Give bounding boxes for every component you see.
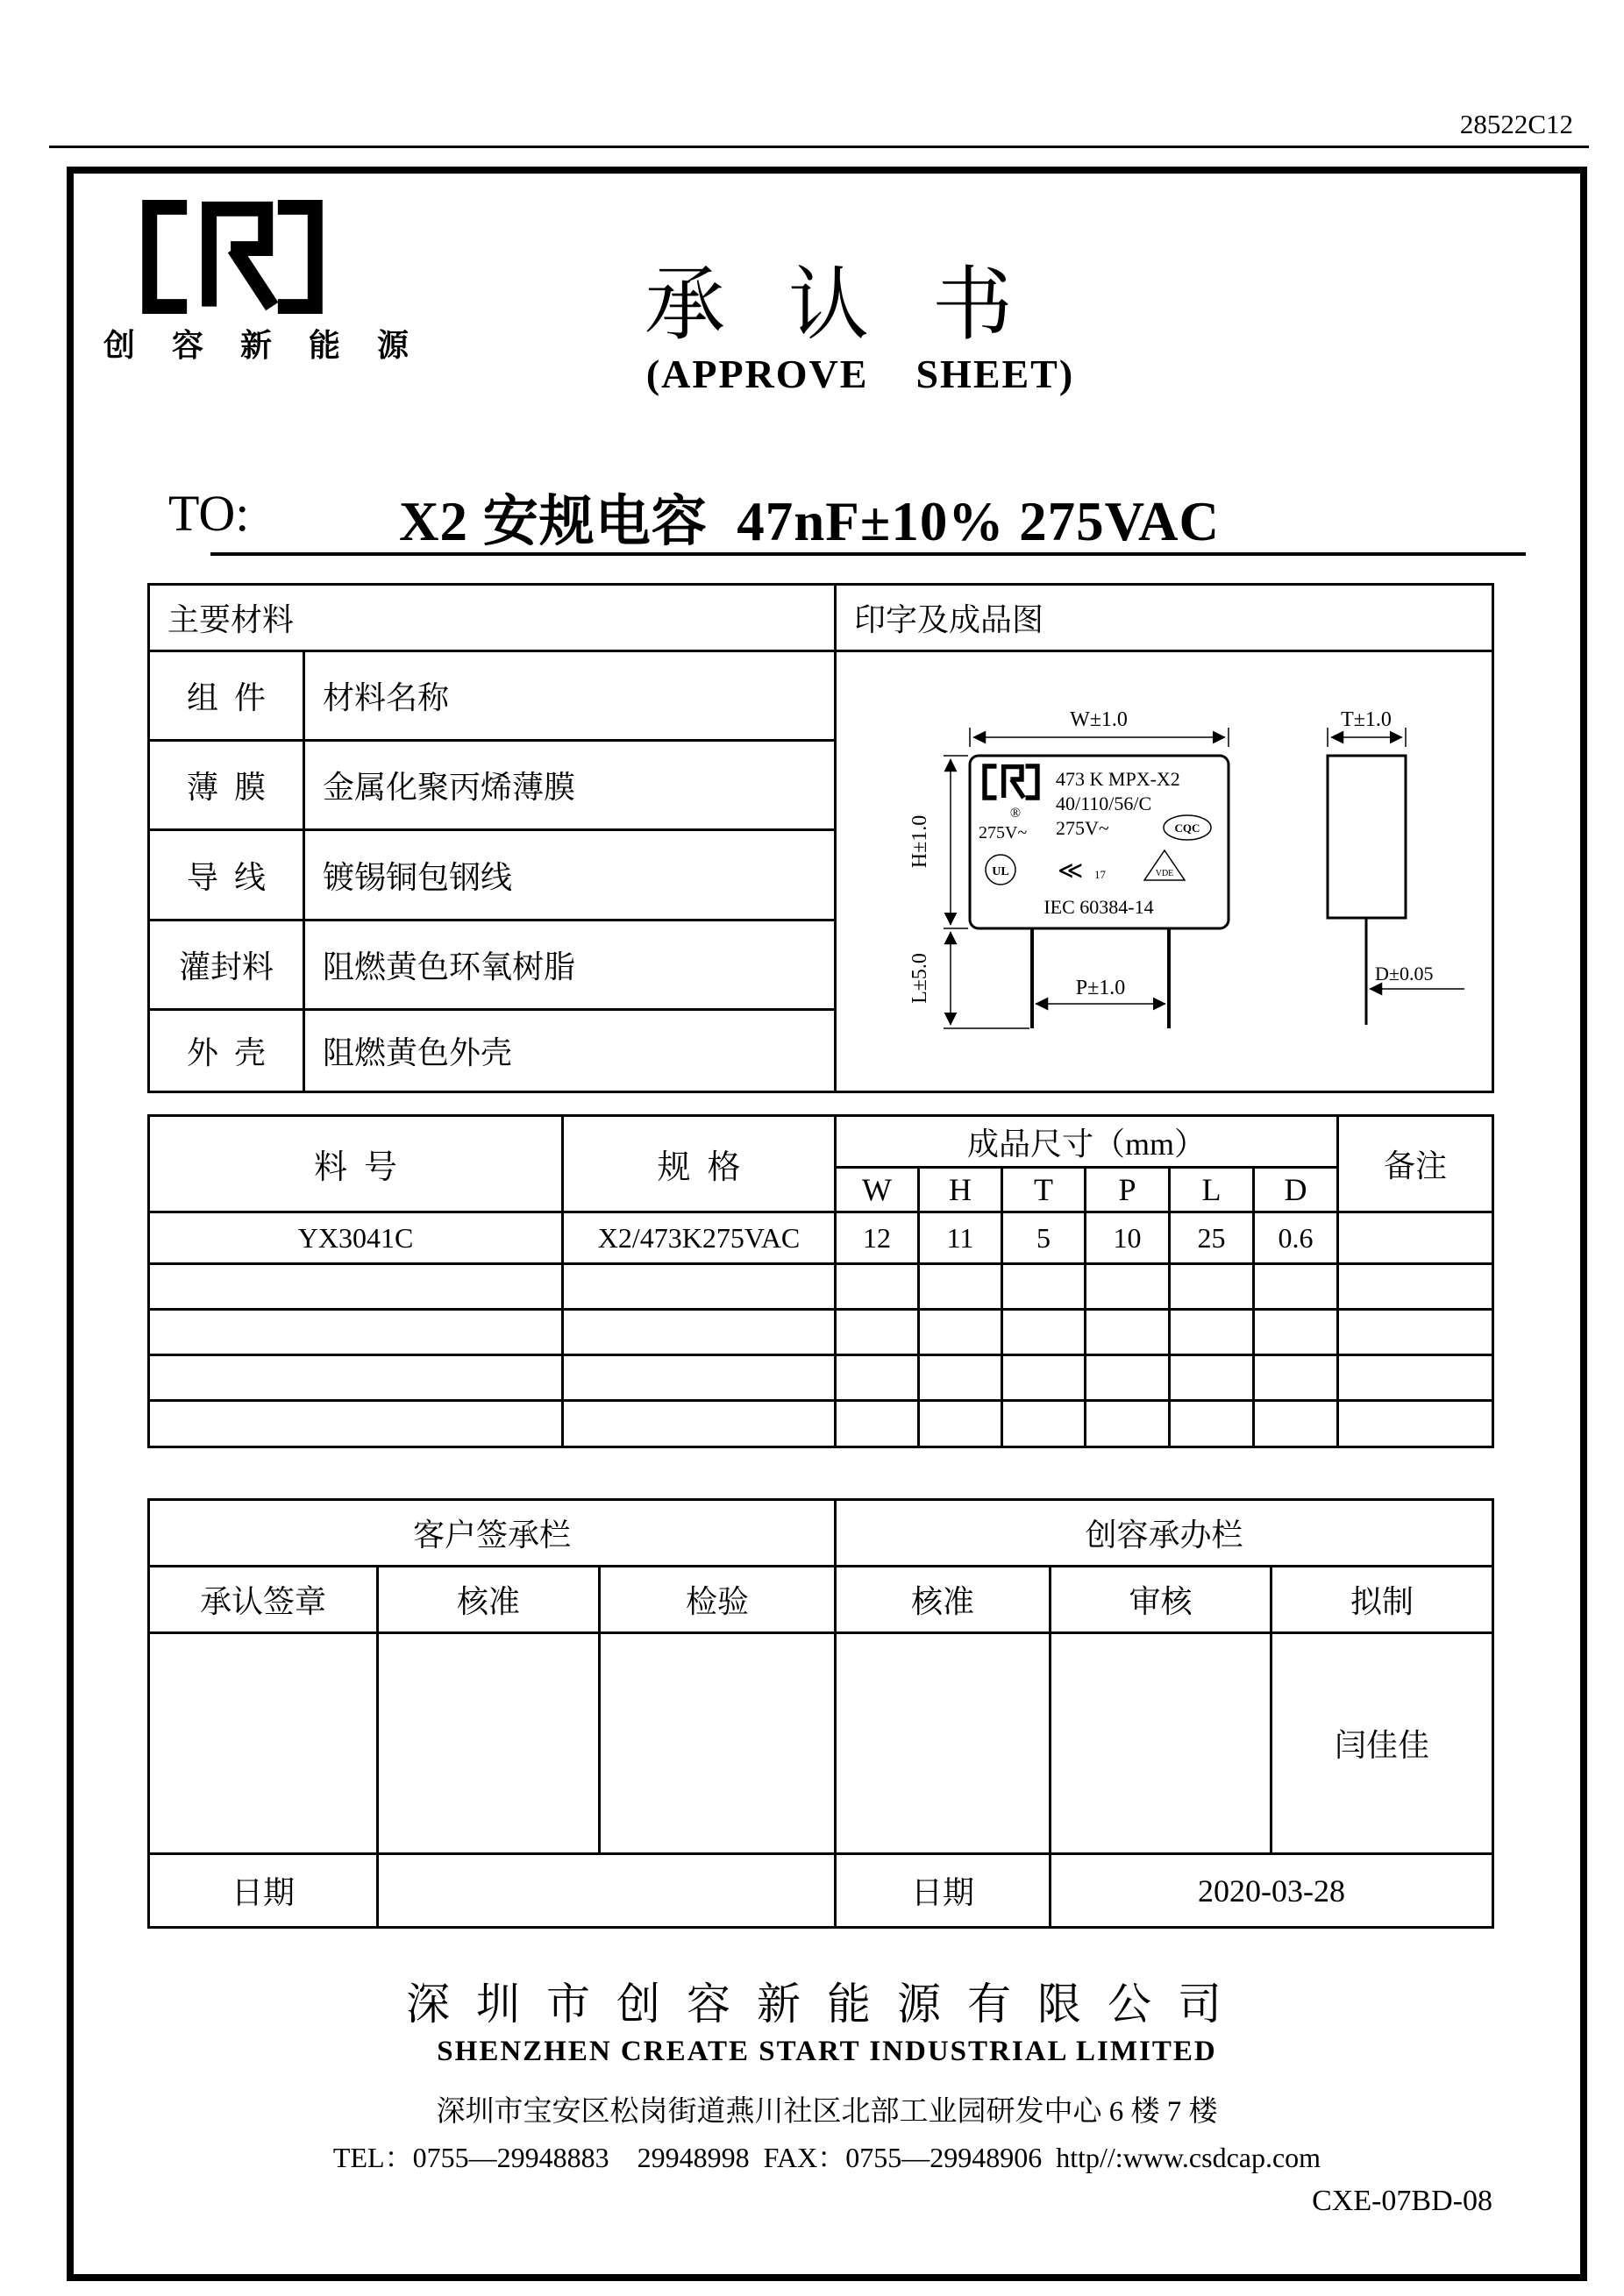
table-row — [149, 1310, 1493, 1355]
col-draft: 拟制 — [1271, 1567, 1493, 1633]
table-row — [149, 1355, 1493, 1401]
cqc-mark-text: CQC — [1174, 821, 1200, 835]
col-specification: 规 格 — [563, 1116, 836, 1212]
sign-cell-approve-seal — [149, 1633, 378, 1854]
material-label: 外 壳 — [149, 1009, 304, 1091]
footer-contact: TEL：0755—29948883 29948998 FAX：0755—29948906 http//:www.csdcap.com — [332, 2142, 1321, 2173]
document-number: 28522C12 — [1459, 109, 1573, 139]
col-remark: 备注 — [1338, 1116, 1493, 1212]
company-date-value: 2020-03-28 — [1051, 1854, 1493, 1928]
to-underline — [210, 552, 1526, 556]
dim-w-label: W±1.0 — [1070, 708, 1128, 731]
material-value: 阻燃黄色环氧树脂 — [304, 920, 836, 1009]
material-label: 组 件 — [149, 651, 304, 741]
size-l: 25 — [1170, 1212, 1254, 1264]
size-col-l: L — [1170, 1168, 1254, 1212]
enec-mark-number: 17 — [1094, 868, 1107, 881]
company-date-label: 日期 — [836, 1854, 1051, 1928]
size-col-w: W — [836, 1168, 919, 1212]
page-title-cn: 承认书 — [644, 260, 1076, 350]
col-customer-approve: 核准 — [378, 1567, 600, 1633]
capacitor-diagram — [837, 652, 1489, 1083]
materials-header: 主要材料 — [149, 585, 836, 651]
materials-table — [147, 583, 1494, 1093]
col-inspection: 检验 — [600, 1567, 836, 1633]
customer-sign-header: 客户签承栏 — [149, 1500, 836, 1567]
capacitor-side-view — [1328, 756, 1406, 918]
mini-logo-icon — [985, 766, 1037, 798]
company-sign-header: 创容承办栏 — [836, 1500, 1493, 1567]
size-p: 10 — [1086, 1212, 1170, 1264]
footer-address: 深圳市宝安区松岗街道燕川社区北部工业园研发中心 6 楼 7 楼 — [436, 2096, 1218, 2128]
signature-table — [147, 1498, 1494, 1929]
print-voltage-left: 275V~ — [979, 823, 1028, 842]
sign-cell-review — [1051, 1633, 1271, 1854]
specification: X2/473K275VAC — [563, 1212, 836, 1264]
print-line3: 275V~ — [1056, 817, 1109, 839]
ul-mark-text: UL — [992, 865, 1009, 878]
dim-l-label: L±5.0 — [908, 953, 932, 1004]
size-col-t: T — [1002, 1168, 1086, 1212]
customer-date-label: 日期 — [149, 1854, 378, 1928]
table-row — [149, 1212, 1493, 1264]
material-value: 镀锡铜包钢线 — [304, 830, 836, 920]
material-value: 金属化聚丙烯薄膜 — [304, 741, 836, 830]
col-finished-size: 成品尺寸（mm） — [836, 1116, 1338, 1168]
col-review: 审核 — [1051, 1567, 1271, 1633]
material-label: 薄 膜 — [149, 741, 304, 830]
material-value: 阻燃黄色外壳 — [304, 1009, 836, 1091]
company-logo-text: 创 容 新 能 源 — [103, 327, 424, 363]
dim-p-label: P±1.0 — [1075, 977, 1126, 999]
material-value: 材料名称 — [304, 651, 836, 741]
spec-table — [147, 1114, 1494, 1448]
enec-mark: ≪ — [1058, 857, 1084, 885]
vde-mark-text: VDE — [1155, 869, 1174, 878]
sign-cell-company-approve — [836, 1633, 1051, 1854]
col-part-number: 料 号 — [149, 1116, 563, 1212]
diagram-cell — [836, 651, 1493, 1092]
table-row — [149, 1401, 1493, 1447]
registered-mark: ® — [1009, 806, 1022, 821]
material-label: 导 线 — [149, 830, 304, 920]
page-title-en: (APPROVE SHEET) — [645, 352, 1075, 396]
print-drawing-header: 印字及成品图 — [836, 585, 1493, 651]
dim-h-label: H±1.0 — [908, 814, 932, 869]
size-col-p: P — [1086, 1168, 1170, 1212]
footer-company-name-cn: 深圳市创容新能源有限公司 — [406, 1980, 1248, 2029]
size-col-h: H — [919, 1168, 1002, 1212]
top-rule — [49, 146, 1589, 148]
sign-cell-customer-approve — [378, 1633, 600, 1854]
sign-cell-inspection — [600, 1633, 836, 1854]
print-line1: 473 K MPX-X2 — [1056, 768, 1180, 790]
customer-date-value — [378, 1854, 836, 1928]
remark — [1338, 1212, 1493, 1264]
to-product-description: X2 安规电容 47nF±10% 275VAC — [399, 491, 1220, 552]
col-approve-seal: 承认签章 — [149, 1567, 378, 1633]
drafter-signature: 闫佳佳 — [1271, 1633, 1493, 1854]
size-w: 12 — [836, 1212, 919, 1264]
size-t: 5 — [1002, 1212, 1086, 1264]
to-label: TO: — [168, 485, 250, 542]
footer-company-name-en: SHENZHEN CREATE START INDUSTRIAL LIMITED — [437, 2036, 1217, 2067]
part-number: YX3041C — [149, 1212, 563, 1264]
form-code: CXE-07BD-08 — [1312, 2185, 1492, 2217]
col-company-approve: 核准 — [836, 1567, 1051, 1633]
size-h: 11 — [919, 1212, 1002, 1264]
print-line2: 40/110/56/C — [1056, 793, 1152, 814]
dim-t-label: T±1.0 — [1341, 708, 1392, 731]
size-col-d: D — [1254, 1168, 1338, 1212]
dim-d-label: D±0.05 — [1375, 963, 1434, 985]
size-d: 0.6 — [1254, 1212, 1338, 1264]
table-row — [149, 1264, 1493, 1310]
iec-standard-label: IEC 60384-14 — [1043, 896, 1154, 918]
material-label: 灌封料 — [149, 920, 304, 1009]
